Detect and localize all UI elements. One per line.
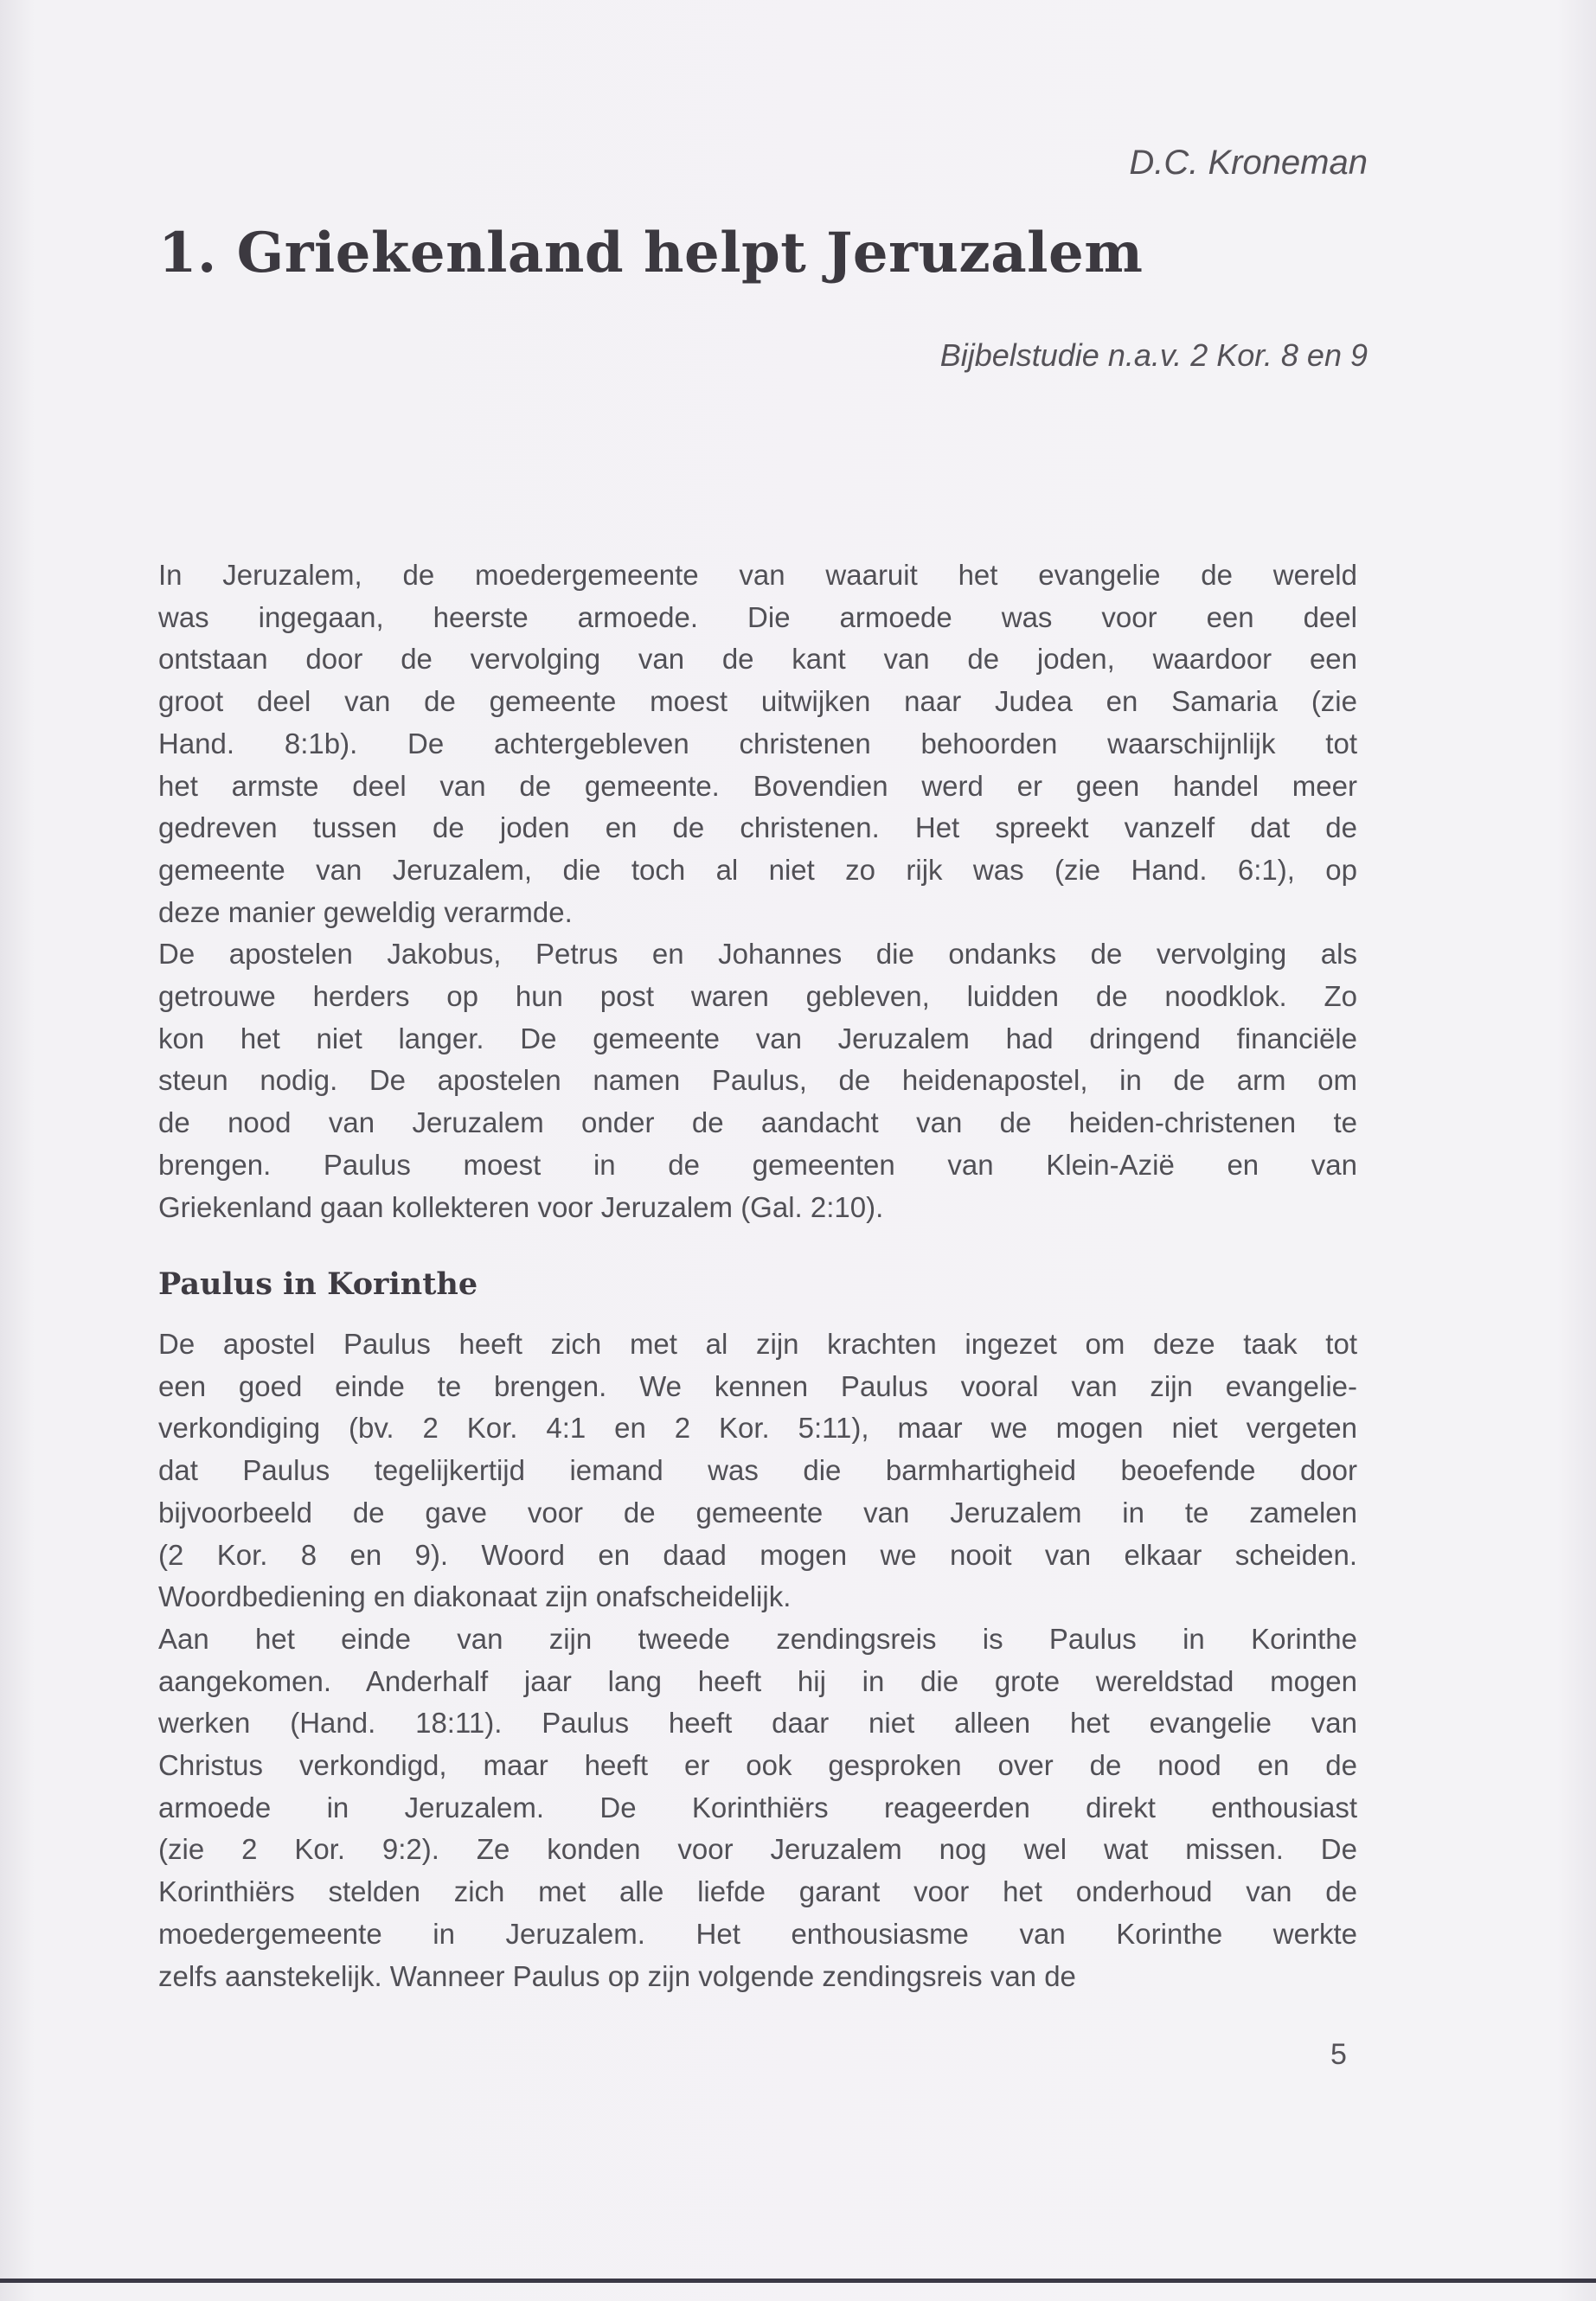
text-line: kon het niet langer. De gemeente van Jeruzalem had dringend financiële [158,1022,1357,1054]
section-2-body [158,1324,1357,1997]
paragraph [158,1618,1357,1997]
text-line: werken (Hand. 18:11). Paulus heeft daar niet alleen het evangelie van [158,1707,1357,1740]
text-line: Korinthiërs stelden zich met alle liefde garant voor het onderhoud van de [158,1875,1357,1908]
text-line: Christus verkondigd, maar heeft er ook gesproken over de nood en de [158,1749,1357,1782]
paragraph [158,933,1357,1228]
text-line: de nood van Jeruzalem onder de aandacht van de heiden-christenen te [158,1106,1357,1139]
text-line: De apostelen Jakobus, Petrus en Johannes die ondanks de vervolging als [158,938,1357,971]
text-line: dat Paulus tegelijkertijd iemand was die barmhartigheid beoefende door [158,1454,1357,1487]
text-line: verkondiging (bv. 2 Kor. 4:1 en 2 Kor. 5:11), maar we mogen niet vergeten [158,1412,1357,1445]
bottom-edge-rule [0,2279,1596,2283]
author-name: D.C. Kroneman [1129,144,1368,182]
text-line: brengen. Paulus moest in de gemeenten van Klein-Azië en van [158,1148,1357,1181]
text-line: groot deel van de gemeente moest uitwijken naar Judea en Samaria (zie [158,685,1357,718]
text-line: steun nodig. De apostelen namen Paulus, de heidenapostel, in de arm om [158,1064,1357,1097]
paragraph [158,554,1357,933]
text-line: Griekenland gaan kollekteren voor Jeruzalem (Gal. 2:10). [158,1190,884,1223]
text-line: het armste deel van de gemeente. Bovendien werd er geen handel meer [158,769,1357,802]
chapter-subtitle: Bijbelstudie n.a.v. 2 Kor. 8 en 9 [939,337,1368,373]
text-line: De apostel Paulus heeft zich met al zijn krachten ingezet om deze taak tot [158,1328,1357,1360]
text-line: (zie 2 Kor. 9:2). Ze konden voor Jeruzalem nog wel wat missen. De [158,1833,1357,1866]
text-line: was ingegaan, heerste armoede. Die armoede was voor een deel [158,600,1357,633]
text-line: zelfs aanstekelijk. Wanneer Paulus op zijn volgende zendingsreis van de [158,1959,1076,1992]
paragraph [158,1324,1357,1618]
text-line: ontstaan door de vervolging van de kant van de joden, waardoor een [158,643,1357,676]
text-line: In Jeruzalem, de moedergemeente van waaruit het evangelie de wereld [158,559,1357,591]
text-line: Hand. 8:1b). De achtergebleven christenen behoorden waarschijnlijk tot [158,727,1357,760]
section-1-body [158,554,1357,1228]
text-line: Aan het einde van zijn tweede zendingsreis is Paulus in Korinthe [158,1622,1357,1655]
text-line: gedreven tussen de joden en de christenen. Het spreekt vanzelf dat de [158,811,1357,844]
text-line: deze manier geweldig verarmde. [158,895,573,928]
text-line: aangekomen. Anderhalf jaar lang heeft hij in die grote wereldstad mogen [158,1664,1357,1697]
section-heading: Paulus in Korinthe [158,1266,478,1302]
text-line: armoede in Jeruzalem. De Korinthiërs reageerden direkt enthousiast [158,1791,1357,1823]
text-line: bijvoorbeeld de gave voor de gemeente van Jeruzalem in te zamelen [158,1496,1357,1529]
text-line: (2 Kor. 8 en 9). Woord en daad mogen we nooit van elkaar scheiden. [158,1538,1357,1571]
chapter-title: 1. Griekenland helpt Jeruzalem [158,221,1144,285]
text-line: Woordbediening en diakonaat zijn onafscheidelijk. [158,1580,792,1613]
text-line: moedergemeente in Jeruzalem. Het enthousiasme van Korinthe werkte [158,1917,1357,1950]
text-line: gemeente van Jeruzalem, die toch al niet zo rijk was (zie Hand. 6:1), op [158,853,1357,886]
text-line: een goed einde te brengen. We kennen Paulus vooral van zijn evangelie- [158,1369,1357,1402]
page-number: 5 [1330,2038,1347,2071]
text-line: getrouwe herders op hun post waren gebleven, luidden de noodklok. Zo [158,980,1357,1013]
